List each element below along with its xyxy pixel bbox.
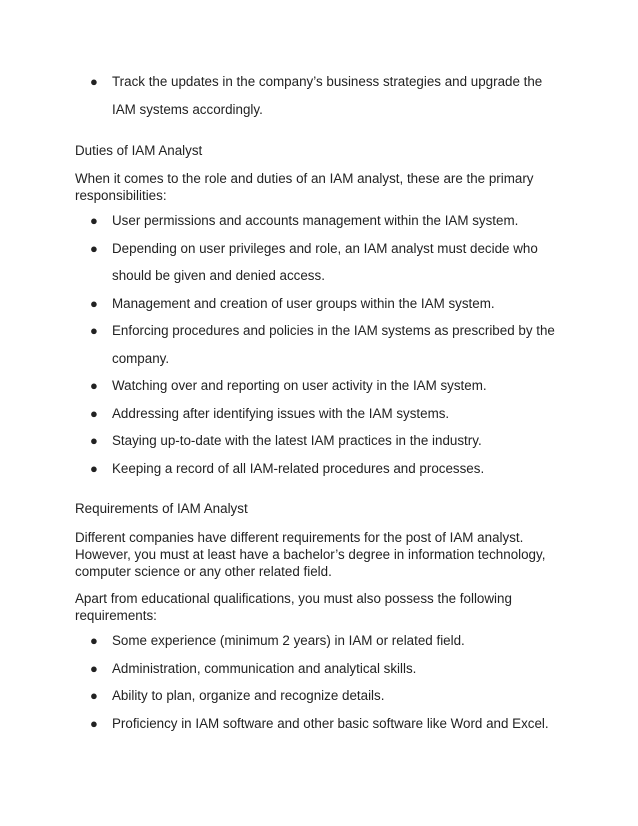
- list-item-text: Proficiency in IAM software and other basic software like Word and Excel.: [112, 715, 549, 731]
- list-item-text: Addressing after identifying issues with the IAM systems.: [112, 405, 450, 421]
- list-item: [75, 427, 565, 455]
- list-item: [75, 627, 565, 655]
- list-item-text: Ability to plan, organize and recognize details.: [112, 688, 385, 703]
- list-item: [75, 68, 565, 123]
- bullet-icon: ●: [90, 460, 98, 476]
- list-item: [75, 207, 565, 235]
- list-item-text: Enforcing procedures and policies in the IAM systems as prescribed by the company.: [112, 323, 555, 366]
- bullet-icon: ●: [90, 240, 98, 256]
- bullet-icon: ●: [90, 405, 98, 421]
- list-item: [75, 682, 565, 710]
- list-item-text: Some experience (minimum 2 years) in IAM or related field.: [112, 633, 465, 648]
- bullet-icon: ●: [90, 74, 98, 89]
- bullet-icon: ●: [90, 295, 98, 311]
- list-item-text: Management and creation of user groups within the IAM system.: [112, 295, 495, 311]
- list-item-text: Watching over and reporting on user activity in the IAM system.: [112, 378, 487, 393]
- list-item: [75, 317, 565, 372]
- list-item: [75, 655, 565, 683]
- list-item: [75, 455, 565, 483]
- list-item-text: User permissions and accounts management within the IAM system.: [112, 213, 519, 228]
- list-item: [75, 710, 565, 738]
- top-bullet-list: [75, 68, 565, 123]
- list-item-text: Track the updates in the company’s business strategies and upgrade the IAM systems accordingly.: [112, 74, 543, 117]
- list-item: [75, 235, 565, 290]
- list-item: [75, 290, 565, 318]
- requirements-paragraph-2: Apart from educational qualifications, you must also possess the following requirements:: [75, 591, 512, 623]
- duties-bullet-list: [75, 207, 565, 482]
- bullet-icon: ●: [90, 213, 98, 228]
- duties-intro-paragraph: When it comes to the role and duties of an IAM analyst, these are the primary responsibilities:: [75, 171, 534, 203]
- list-item: [75, 372, 565, 400]
- bullet-icon: ●: [90, 660, 98, 676]
- bullet-icon: ●: [90, 323, 98, 338]
- section-heading-duties: Duties of IAM Analyst: [75, 143, 203, 158]
- list-item-text: Depending on user privileges and role, an IAM analyst must decide who should be given and denied access.: [112, 240, 538, 283]
- list-item-text: Staying up-to-date with the latest IAM practices in the industry.: [112, 433, 482, 448]
- list-item-text: Administration, communication and analytical skills.: [112, 660, 417, 676]
- list-item: [75, 400, 565, 428]
- bullet-icon: ●: [90, 715, 98, 731]
- bullet-icon: ●: [90, 688, 98, 703]
- requirements-bullet-list: [75, 627, 565, 737]
- section-heading-requirements: Requirements of IAM Analyst: [75, 501, 248, 516]
- list-item-text: Keeping a record of all IAM-related procedures and processes.: [112, 460, 485, 476]
- requirements-paragraph-1: Different companies have different requirements for the post of IAM analyst. However, you must at least have a bachelor’s degree in information technology, computer science or any other related field.: [75, 530, 546, 579]
- bullet-icon: ●: [90, 433, 98, 448]
- bullet-icon: ●: [90, 378, 98, 393]
- bullet-icon: ●: [90, 633, 98, 648]
